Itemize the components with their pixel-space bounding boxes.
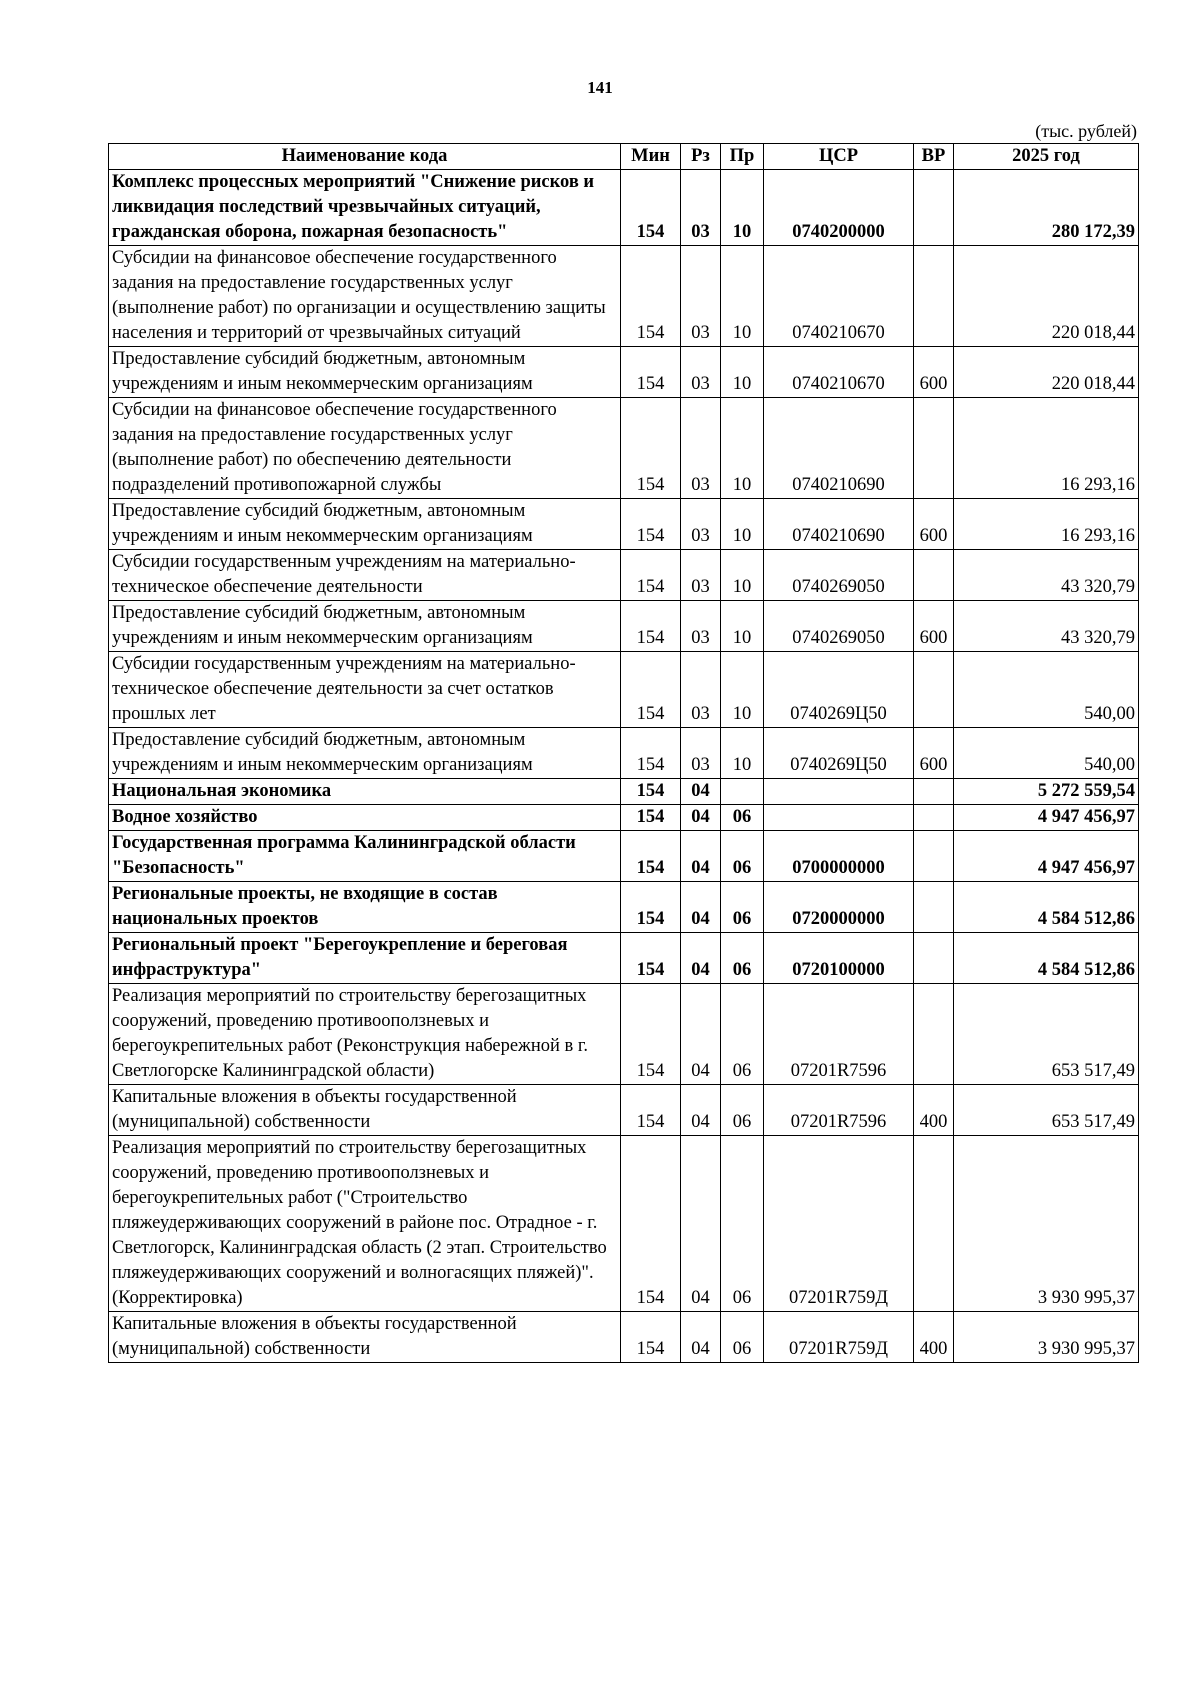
row-vr: 600 bbox=[914, 601, 954, 652]
table-row bbox=[109, 882, 1139, 933]
row-vr bbox=[914, 170, 954, 246]
row-csr: 0740269050 bbox=[764, 601, 914, 652]
row-rz: 04 bbox=[681, 933, 721, 984]
row-csr bbox=[764, 805, 914, 831]
table-row bbox=[109, 1136, 1139, 1312]
budget-table bbox=[108, 143, 1139, 1363]
row-rz: 03 bbox=[681, 601, 721, 652]
table-row bbox=[109, 1312, 1139, 1363]
row-min: 154 bbox=[621, 1136, 681, 1312]
row-min: 154 bbox=[621, 933, 681, 984]
table-row bbox=[109, 550, 1139, 601]
row-csr: 0700000000 bbox=[764, 831, 914, 882]
row-csr: 0740200000 bbox=[764, 170, 914, 246]
row-amount: 540,00 bbox=[954, 652, 1139, 728]
table-row bbox=[109, 1085, 1139, 1136]
table-row bbox=[109, 246, 1139, 347]
row-name: Комплекс процессных мероприятий "Снижение рисков и ликвидация последствий чрезвычайных ситуаций, гражданская оборона, пожарная безопасность" bbox=[109, 170, 621, 246]
row-min: 154 bbox=[621, 779, 681, 805]
row-name: Региональный проект "Берегоукрепление и береговая инфраструктура" bbox=[109, 933, 621, 984]
row-min: 154 bbox=[621, 1312, 681, 1363]
row-vr bbox=[914, 652, 954, 728]
header-vr: ВР bbox=[914, 144, 954, 170]
row-name: Предоставление субсидий бюджетным, автономным учреждениям и иным некоммерческим организациям bbox=[109, 601, 621, 652]
row-csr: 0720100000 bbox=[764, 933, 914, 984]
row-pr: 10 bbox=[721, 347, 764, 398]
header-year: 2025 год bbox=[954, 144, 1139, 170]
row-pr: 10 bbox=[721, 601, 764, 652]
row-csr: 0740210690 bbox=[764, 499, 914, 550]
row-pr: 10 bbox=[721, 728, 764, 779]
row-vr bbox=[914, 550, 954, 601]
row-min: 154 bbox=[621, 652, 681, 728]
header-min: Мин bbox=[621, 144, 681, 170]
table-row bbox=[109, 398, 1139, 499]
row-amount: 4 584 512,86 bbox=[954, 933, 1139, 984]
table-row bbox=[109, 652, 1139, 728]
table-row bbox=[109, 805, 1139, 831]
row-name: Капитальные вложения в объекты государственной (муниципальной) собственности bbox=[109, 1085, 621, 1136]
row-min: 154 bbox=[621, 805, 681, 831]
row-rz: 03 bbox=[681, 550, 721, 601]
row-min: 154 bbox=[621, 831, 681, 882]
row-min: 154 bbox=[621, 170, 681, 246]
row-min: 154 bbox=[621, 984, 681, 1085]
header-csr: ЦСР bbox=[764, 144, 914, 170]
row-pr: 06 bbox=[721, 1085, 764, 1136]
row-pr: 06 bbox=[721, 882, 764, 933]
row-name: Региональные проекты, не входящие в состав национальных проектов bbox=[109, 882, 621, 933]
row-rz: 04 bbox=[681, 1312, 721, 1363]
row-amount: 540,00 bbox=[954, 728, 1139, 779]
row-name: Капитальные вложения в объекты государственной (муниципальной) собственности bbox=[109, 1312, 621, 1363]
row-amount: 3 930 995,37 bbox=[954, 1312, 1139, 1363]
row-csr: 0740269050 bbox=[764, 550, 914, 601]
row-min: 154 bbox=[621, 601, 681, 652]
row-amount: 220 018,44 bbox=[954, 347, 1139, 398]
header-name: Наименование кода bbox=[109, 144, 621, 170]
row-min: 154 bbox=[621, 398, 681, 499]
row-rz: 03 bbox=[681, 170, 721, 246]
row-pr: 10 bbox=[721, 652, 764, 728]
row-vr bbox=[914, 984, 954, 1085]
row-pr: 10 bbox=[721, 499, 764, 550]
row-rz: 04 bbox=[681, 1085, 721, 1136]
row-csr bbox=[764, 779, 914, 805]
table-row bbox=[109, 728, 1139, 779]
row-name: Субсидии государственным учреждениям на материально-техническое обеспечение деятельности bbox=[109, 550, 621, 601]
table-row bbox=[109, 499, 1139, 550]
row-amount: 4 584 512,86 bbox=[954, 882, 1139, 933]
row-vr bbox=[914, 246, 954, 347]
row-rz: 03 bbox=[681, 652, 721, 728]
row-csr: 0720000000 bbox=[764, 882, 914, 933]
row-amount: 220 018,44 bbox=[954, 246, 1139, 347]
row-vr bbox=[914, 1136, 954, 1312]
row-pr: 10 bbox=[721, 246, 764, 347]
row-pr: 06 bbox=[721, 1136, 764, 1312]
row-csr: 0740210670 bbox=[764, 246, 914, 347]
row-rz: 03 bbox=[681, 499, 721, 550]
row-vr bbox=[914, 398, 954, 499]
row-name: Реализация мероприятий по строительству берегозащитных сооружений, проведению противооползневых и берегоукрепительных работ (Реконструкция набережной в г. Светлогорске Калининградской области) bbox=[109, 984, 621, 1085]
row-amount: 16 293,16 bbox=[954, 499, 1139, 550]
row-rz: 04 bbox=[681, 882, 721, 933]
row-vr: 400 bbox=[914, 1085, 954, 1136]
row-rz: 04 bbox=[681, 984, 721, 1085]
row-name: Государственная программа Калининградской области "Безопасность" bbox=[109, 831, 621, 882]
row-vr bbox=[914, 831, 954, 882]
row-rz: 04 bbox=[681, 1136, 721, 1312]
row-vr: 600 bbox=[914, 728, 954, 779]
table-row bbox=[109, 347, 1139, 398]
row-name: Реализация мероприятий по строительству берегозащитных сооружений, проведению противооползневых и берегоукрепительных работ ("Строительство пляжеудерживающих сооружений в районе пос. Отрадное - г. Светлогорск, Калининградская область (2 этап. Строительство пляжеудерживающих сооружений и волногасящих пляжей)". (Корректировка) bbox=[109, 1136, 621, 1312]
row-csr: 0740269Ц50 bbox=[764, 728, 914, 779]
row-vr bbox=[914, 805, 954, 831]
row-amount: 653 517,49 bbox=[954, 984, 1139, 1085]
row-vr bbox=[914, 933, 954, 984]
row-name: Субсидии на финансовое обеспечение государственного задания на предоставление государственных услуг (выполнение работ) по организации и осуществлению защиты населения и территорий от чрезвычайных ситуаций bbox=[109, 246, 621, 347]
row-name: Предоставление субсидий бюджетным, автономным учреждениям и иным некоммерческим организациям bbox=[109, 347, 621, 398]
table-row bbox=[109, 984, 1139, 1085]
row-rz: 03 bbox=[681, 246, 721, 347]
row-vr: 600 bbox=[914, 499, 954, 550]
row-pr bbox=[721, 779, 764, 805]
row-csr: 0740210670 bbox=[764, 347, 914, 398]
row-pr: 10 bbox=[721, 550, 764, 601]
row-rz: 03 bbox=[681, 347, 721, 398]
table-row bbox=[109, 601, 1139, 652]
page-number: 141 bbox=[587, 78, 613, 97]
row-vr bbox=[914, 882, 954, 933]
row-csr: 07201R759Д bbox=[764, 1312, 914, 1363]
row-name: Национальная экономика bbox=[109, 779, 621, 805]
table-row bbox=[109, 831, 1139, 882]
row-amount: 3 930 995,37 bbox=[954, 1136, 1139, 1312]
row-amount: 43 320,79 bbox=[954, 601, 1139, 652]
row-amount: 280 172,39 bbox=[954, 170, 1139, 246]
row-csr: 07201R759Д bbox=[764, 1136, 914, 1312]
row-min: 154 bbox=[621, 1085, 681, 1136]
row-min: 154 bbox=[621, 728, 681, 779]
row-name: Предоставление субсидий бюджетным, автономным учреждениям и иным некоммерческим организациям bbox=[109, 499, 621, 550]
row-min: 154 bbox=[621, 246, 681, 347]
row-csr: 07201R7596 bbox=[764, 1085, 914, 1136]
table-row bbox=[109, 933, 1139, 984]
row-amount: 4 947 456,97 bbox=[954, 831, 1139, 882]
table-header-row bbox=[109, 144, 1139, 170]
row-rz: 03 bbox=[681, 398, 721, 499]
row-min: 154 bbox=[621, 882, 681, 933]
row-name: Предоставление субсидий бюджетным, автономным учреждениям и иным некоммерческим организациям bbox=[109, 728, 621, 779]
row-pr: 06 bbox=[721, 1312, 764, 1363]
table-row bbox=[109, 170, 1139, 246]
row-amount: 653 517,49 bbox=[954, 1085, 1139, 1136]
header-rz: Рз bbox=[681, 144, 721, 170]
row-rz: 03 bbox=[681, 728, 721, 779]
row-pr: 10 bbox=[721, 170, 764, 246]
row-rz: 04 bbox=[681, 831, 721, 882]
row-pr: 06 bbox=[721, 805, 764, 831]
row-amount: 16 293,16 bbox=[954, 398, 1139, 499]
row-rz: 04 bbox=[681, 779, 721, 805]
row-pr: 06 bbox=[721, 831, 764, 882]
row-amount: 5 272 559,54 bbox=[954, 779, 1139, 805]
row-vr: 600 bbox=[914, 347, 954, 398]
table-row bbox=[109, 779, 1139, 805]
row-vr bbox=[914, 779, 954, 805]
units-label: (тыс. рублей) bbox=[1035, 121, 1137, 141]
row-csr: 0740269Ц50 bbox=[764, 652, 914, 728]
row-pr: 10 bbox=[721, 398, 764, 499]
row-vr: 400 bbox=[914, 1312, 954, 1363]
row-csr: 07201R7596 bbox=[764, 984, 914, 1085]
row-pr: 06 bbox=[721, 933, 764, 984]
row-rz: 04 bbox=[681, 805, 721, 831]
row-amount: 43 320,79 bbox=[954, 550, 1139, 601]
row-csr: 0740210690 bbox=[764, 398, 914, 499]
row-min: 154 bbox=[621, 550, 681, 601]
row-name: Водное хозяйство bbox=[109, 805, 621, 831]
row-name: Субсидии на финансовое обеспечение государственного задания на предоставление государственных услуг (выполнение работ) по обеспечению деятельности подразделений противопожарной службы bbox=[109, 398, 621, 499]
row-min: 154 bbox=[621, 347, 681, 398]
row-amount: 4 947 456,97 bbox=[954, 805, 1139, 831]
row-name: Субсидии государственным учреждениям на материально-техническое обеспечение деятельности за счет остатков прошлых лет bbox=[109, 652, 621, 728]
row-min: 154 bbox=[621, 499, 681, 550]
header-pr: Пр bbox=[721, 144, 764, 170]
row-pr: 06 bbox=[721, 984, 764, 1085]
table-body bbox=[109, 170, 1139, 1363]
